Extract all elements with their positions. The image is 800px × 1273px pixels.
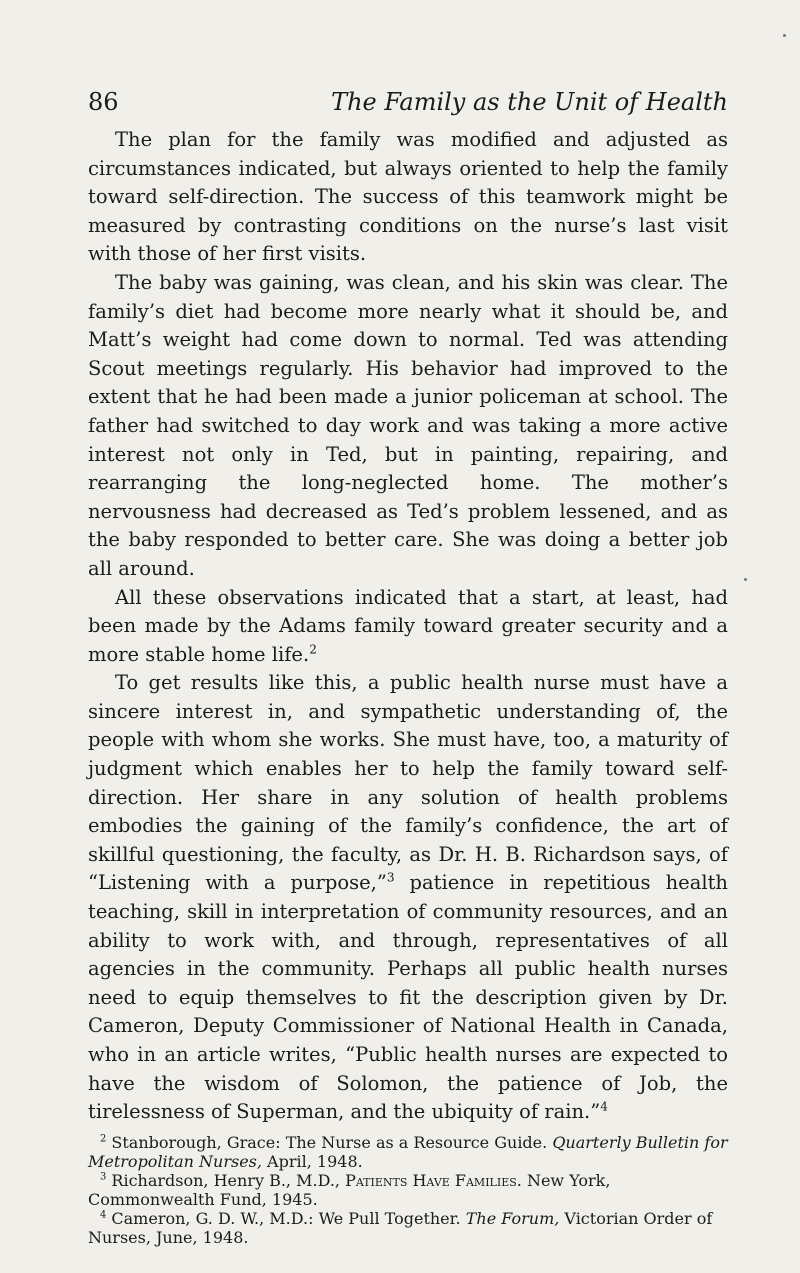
- paragraph-1: The plan for the family was modified and adjusted as circumstances indicated, but always oriented to help the family toward self-direction. The success of this teamwork might be measured by contrasting conditions on the nurse’s last visit with those of her first visits.: [88, 128, 728, 266]
- footnote-3: [88, 1171, 728, 1209]
- paragraph-4: [88, 669, 728, 1127]
- footnote-journal: The Forum,: [465, 1208, 560, 1228]
- paragraph-4-text-a: To get results like this, a public health nurse must have a sincere interest in, and sympathetic understanding of, the people with whom she works. She must have, too, a maturity of judgment which enables her to help the family toward self-direction. Her share in any solution of health problems embodies the gaining of the family’s confidence, the art of skillful questioning, the faculty, as Dr. H. B. Richardson says, of “Listening with a purpose,”: [88, 671, 728, 895]
- footnote-ref-2: 2: [309, 642, 317, 657]
- footnote-text: New York, Commonwealth Fund, 1945.: [88, 1170, 611, 1209]
- footnote-2: [88, 1133, 728, 1171]
- footnote-number: 2: [100, 1133, 107, 1145]
- footnote-journal: Quarterly Bulletin for Metropolitan Nurses,: [88, 1132, 728, 1171]
- footnote-text: Cameron, G. D. W., M.D.: We Pull Together.: [106, 1208, 466, 1228]
- body-text: [88, 126, 728, 1247]
- footnote-number: 4: [100, 1209, 107, 1221]
- paragraph-3: [88, 584, 728, 670]
- paragraph-2: The baby was gaining, was clean, and his skin was clear. The family’s diet had become more nearly what it should be, and Matt’s weight had come down to normal. Ted was attending Scout meetings regularly. His behavior had improved to the extent that he had been made a junior policeman at school. The father had switched to day work and was taking a more active interest not only in Ted, but in painting, repairing, and rearranging the long-neglected home. The mother’s nervousness had decreased as Ted’s problem lessened, and as the baby responded to better care. She was doing a better job all around.: [88, 270, 728, 580]
- footnotes: [88, 1133, 728, 1247]
- page-number: 86: [88, 88, 119, 116]
- paragraph-4-text-b: patience in repetitious health teaching, skill in interpretation of community resources, and an ability to work with, and through, representatives of all agencies in the community. Perhaps all public health nurses need to equip themselves to fit the description given by Dr. Cameron, Deputy Commissioner of National Health in Canada, who in an article writes, “Public health nurses are expected to have the wisdom of Solomon, the patience of Job, the tirelessness of Superman, and the ubiquity of rain.”: [88, 871, 728, 1124]
- footnote-text: April, 1948.: [261, 1151, 363, 1171]
- footnote-text: Stanborough, Grace: The Nurse as a Resource Guide.: [106, 1132, 553, 1152]
- running-title: The Family as the Unit of Health: [331, 88, 728, 116]
- footnote-number: 3: [100, 1171, 107, 1183]
- footnote-ref-4: 4: [600, 1099, 608, 1114]
- page-header: [88, 88, 728, 124]
- footnote-book-title: Patients Have Families.: [345, 1170, 522, 1190]
- paper-speck: [744, 578, 747, 581]
- paper-speck: [783, 34, 786, 37]
- footnote-4: [88, 1209, 728, 1247]
- footnote-ref-3: 3: [386, 870, 395, 885]
- footnote-text: Victorian Order of Nurses, June, 1948.: [88, 1208, 713, 1247]
- footnote-text: Richardson, Henry B., M.D.,: [106, 1170, 346, 1190]
- paragraph-3-text: All these observations indicated that a start, at least, had been made by the Adams family toward greater security and a more stable home life.: [88, 585, 728, 666]
